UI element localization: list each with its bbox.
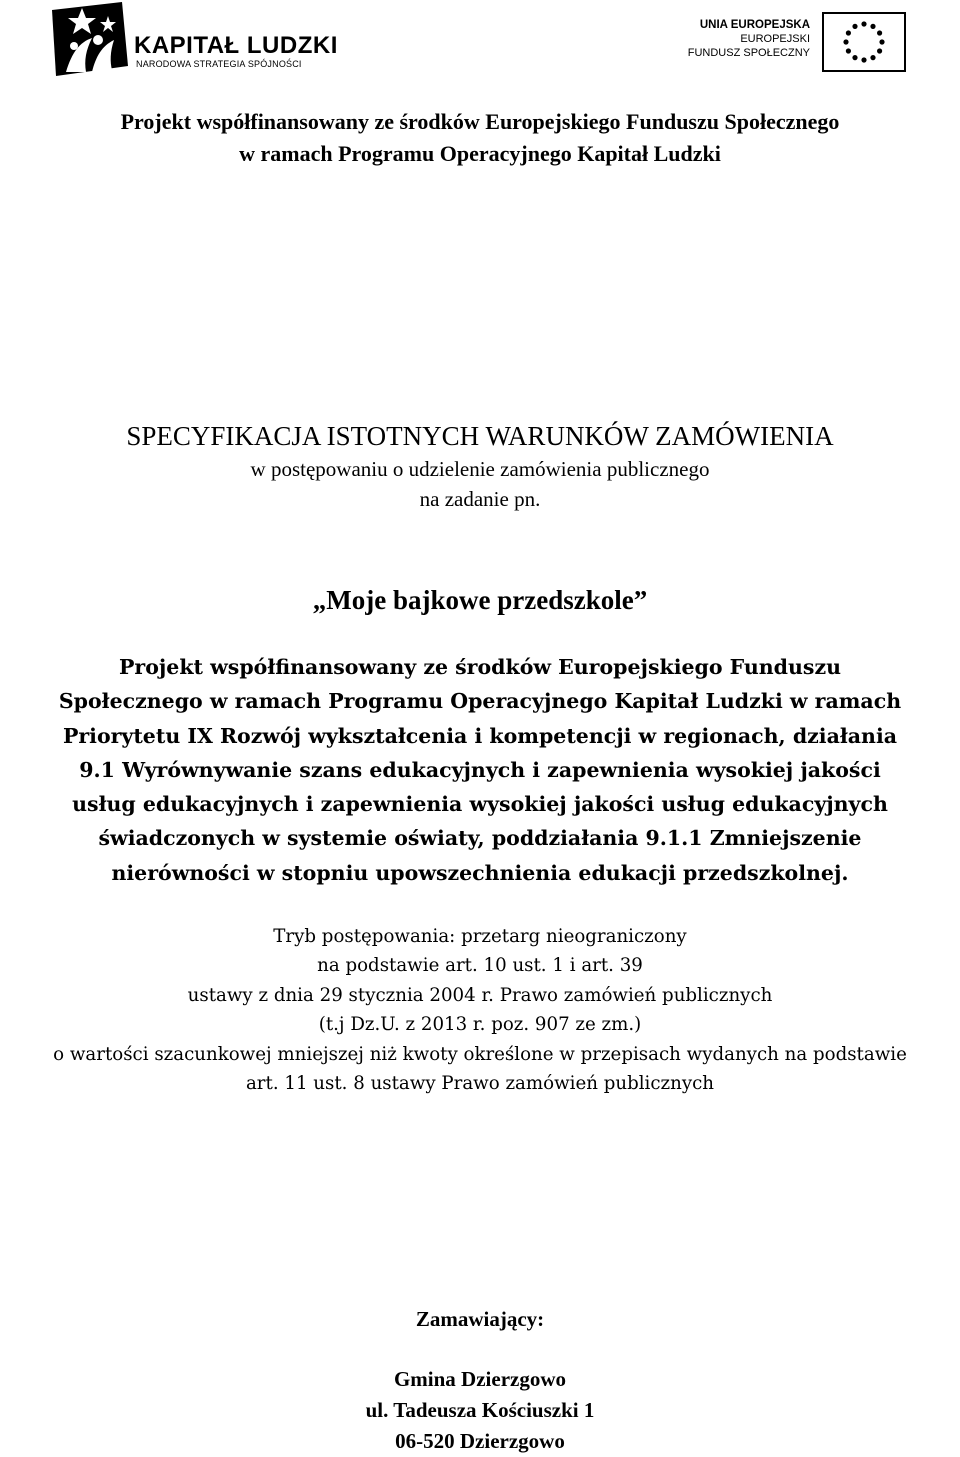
kapital-ludzki-logo xyxy=(52,2,342,82)
specification-line-2: w postępowaniu o udzielenie zamówienia publicznego xyxy=(250,457,710,481)
project-description-line: usług edukacyjnych i zapewnienia wysokiej jakości usług edukacyjnych xyxy=(72,792,888,817)
contracting-authority-label: Zamawiający: xyxy=(415,1307,545,1331)
cofinancing-line-1: Projekt współfinansowany ze środków Europejskiego Funduszu Społecznego xyxy=(120,109,840,134)
procedure-info xyxy=(0,922,960,1098)
kapital-ludzki-subtitle: NARODOWA STRATEGIA SPÓJNOŚCI xyxy=(136,59,302,69)
project-description-line: nierówności w stopniu upowszechnienia edukacji przedszkolnej. xyxy=(111,860,849,885)
cofinancing-line-2: w ramach Programu Operacyjnego Kapitał Ludzki xyxy=(239,141,721,166)
authority-city: 06-520 Dzierzgowo xyxy=(395,1429,565,1453)
project-description-line: Społecznego w ramach Programu Operacyjnego Kapitał Ludzki w ramach xyxy=(58,689,902,714)
procedure-line: o wartości szacunkowej mniejszej niż kwoty określone w przepisach wydanych na podstawie xyxy=(53,1043,907,1065)
efs-line-2: FUNDUSZ SPOŁECZNY xyxy=(687,47,810,59)
kapital-ludzki-logo-icon xyxy=(52,2,130,82)
procedure-line: Tryb postępowania: przetarg nieograniczony xyxy=(273,926,687,947)
eu-efs-logo-text xyxy=(688,18,810,60)
project-description-line: Projekt współfinansowany ze środków Europejskiego Funduszu xyxy=(118,655,841,679)
procedure-line: na podstawie art. 10 ust. 1 i art. 39 xyxy=(317,955,643,977)
eu-flag-icon xyxy=(822,12,906,72)
project-description-line: Priorytetu IX Rozwój wykształcenia i kompetencji w regionach, działania xyxy=(62,723,898,748)
authority-name: Gmina Dzierzgowo xyxy=(393,1367,567,1391)
eu-efs-logo xyxy=(664,12,914,82)
procedure-line: art. 11 ust. 8 ustawy Prawo zamówień publicznych xyxy=(245,1073,715,1095)
contracting-authority-address xyxy=(0,1364,960,1457)
project-description-line: świadczonych w systemie oświaty, poddziałania 9.1.1 Zmniejszenie xyxy=(98,826,862,851)
eu-line: UNIA EUROPEJSKA xyxy=(699,19,810,31)
procedure-line: ustawy z dnia 29 stycznia 2004 r. Prawo zamówień publicznych xyxy=(187,984,773,1006)
project-description-line: 9.1 Wyrównywanie szans edukacyjnych i zapewnienia wysokiej jakości xyxy=(79,757,881,782)
task-title: „Moje bajkowe przedszkole” xyxy=(312,585,648,615)
project-description xyxy=(0,650,960,890)
authority-street: ul. Tadeusza Kościuszki 1 xyxy=(365,1398,595,1422)
procedure-line: (t.j Dz.U. z 2013 r. poz. 907 ze zm.) xyxy=(318,1014,642,1036)
kapital-ludzki-title: KAPITAŁ LUDZKI xyxy=(134,32,338,59)
efs-line-1: EUROPEJSKI xyxy=(740,33,810,45)
specification-line-3: na zadanie pn. xyxy=(419,487,541,511)
cofinancing-statement xyxy=(0,106,960,170)
specification-title: SPECYFIKACJA ISTOTNYCH WARUNKÓW ZAMÓWIENIA xyxy=(126,421,834,451)
specification-subtitle xyxy=(0,454,960,514)
